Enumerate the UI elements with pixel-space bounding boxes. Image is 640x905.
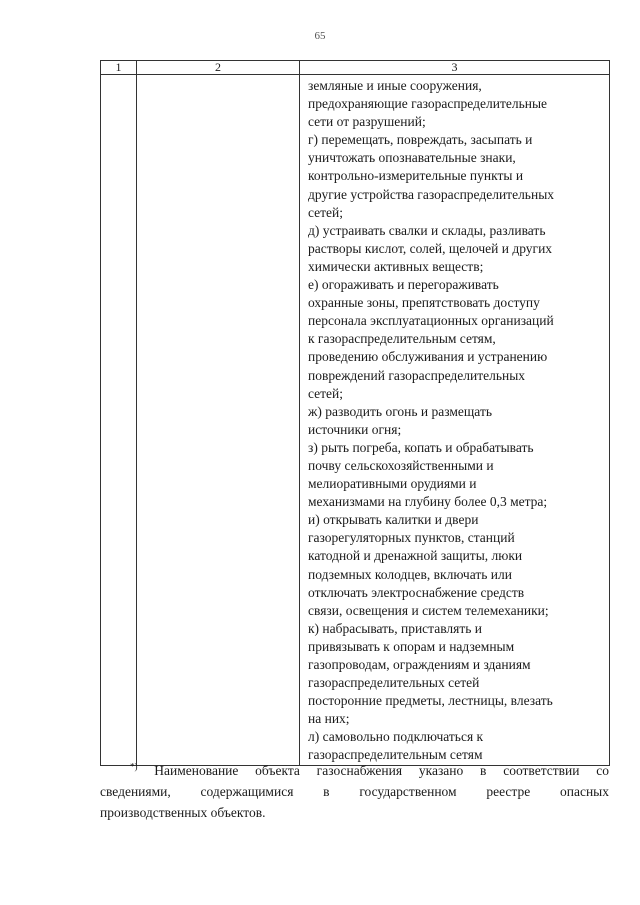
column-header-2: 2 [137, 61, 300, 75]
text-line: привязывать к опорам и надземным [308, 638, 515, 654]
text-line: сетей; [308, 204, 344, 220]
text-line: источники огня; [308, 421, 402, 437]
text-line: механизмами на глубину более 0,3 метра; [308, 494, 548, 510]
text-line: газораспределительным сетям [308, 747, 483, 763]
text-line: е) огораживать и перегораживать [308, 277, 499, 293]
text-line: газораспределительных сетей [308, 675, 480, 691]
column-header-1: 1 [101, 61, 137, 75]
text-line: уничтожать опознавательные знаки, [308, 150, 516, 166]
text-line: газопроводам, ограждениям и зданиям [308, 657, 531, 672]
footnote-line-1 [100, 760, 609, 781]
text-line: газорегуляторных пунктов, станций [308, 530, 515, 546]
footnote-line-3: производственных объектов. [100, 805, 266, 820]
table-header-row [101, 61, 610, 75]
regulation-table [100, 60, 610, 766]
text-line: г) перемещать, повреждать, засыпать и [308, 132, 533, 148]
footnote-line-2: сведениями, содержащимися в государственном реестре опасных [100, 784, 609, 799]
table-cell-col2 [137, 75, 300, 766]
text-line: мелиоративными орудиями и [308, 476, 477, 492]
column-header-3: 3 [300, 61, 610, 75]
text-line: проведению обслуживания и устранению [308, 349, 548, 365]
text-line: почву сельскохозяйственными и [308, 457, 494, 473]
text-line: отключать электроснабжение средств [308, 584, 525, 600]
text-line: на них; [308, 711, 350, 727]
footnote-line-1-text: Наименование объекта газоснабжения указано в соответствии со [154, 763, 610, 778]
footnote-marker: *) [130, 761, 138, 772]
text-line: и) открывать калитки и двери [308, 512, 479, 528]
text-line: контрольно-измерительные пункты и [308, 168, 524, 184]
text-line: сетей; [308, 385, 344, 401]
text-line: ж) разводить огонь и размещать [308, 403, 493, 419]
table-row [101, 75, 610, 766]
text-line: посторонние предметы, лестницы, влезать [308, 693, 553, 709]
text-line: персонала эксплуатационных организаций [308, 313, 554, 329]
text-line: растворы кислот, солей, щелочей и других [308, 240, 553, 256]
prohibitions-text [308, 77, 603, 765]
table-cell-col3 [300, 75, 610, 766]
text-line: предохраняющие газораспределительные [308, 96, 548, 112]
text-line: другие устройства газораспределительных [308, 186, 555, 202]
text-line: к газораспределительным сетям, [308, 331, 496, 347]
footnote [100, 760, 609, 823]
text-line: химически активных веществ; [308, 258, 484, 274]
text-line: сети от разрушений; [308, 114, 426, 130]
text-line: з) рыть погреба, копать и обрабатывать [308, 439, 534, 455]
text-line: охранные зоны, препятствовать доступу [308, 295, 540, 311]
text-line: повреждений газораспределительных [308, 367, 526, 383]
text-line: к) набрасывать, приставлять и [308, 620, 483, 636]
text-line: д) устраивать свалки и склады, разливать [308, 222, 546, 238]
text-line: катодной и дренажной защиты, люки [308, 548, 523, 564]
page-number: 65 [314, 30, 326, 42]
text-line: л) самовольно подключаться к [308, 729, 484, 745]
text-line: связи, освещения и систем телемеханики; [308, 602, 549, 618]
text-line: подземных колодцев, включать или [308, 566, 512, 582]
table-cell-col1 [101, 75, 137, 766]
text-line: земляные и иные сооружения, [308, 78, 482, 93]
